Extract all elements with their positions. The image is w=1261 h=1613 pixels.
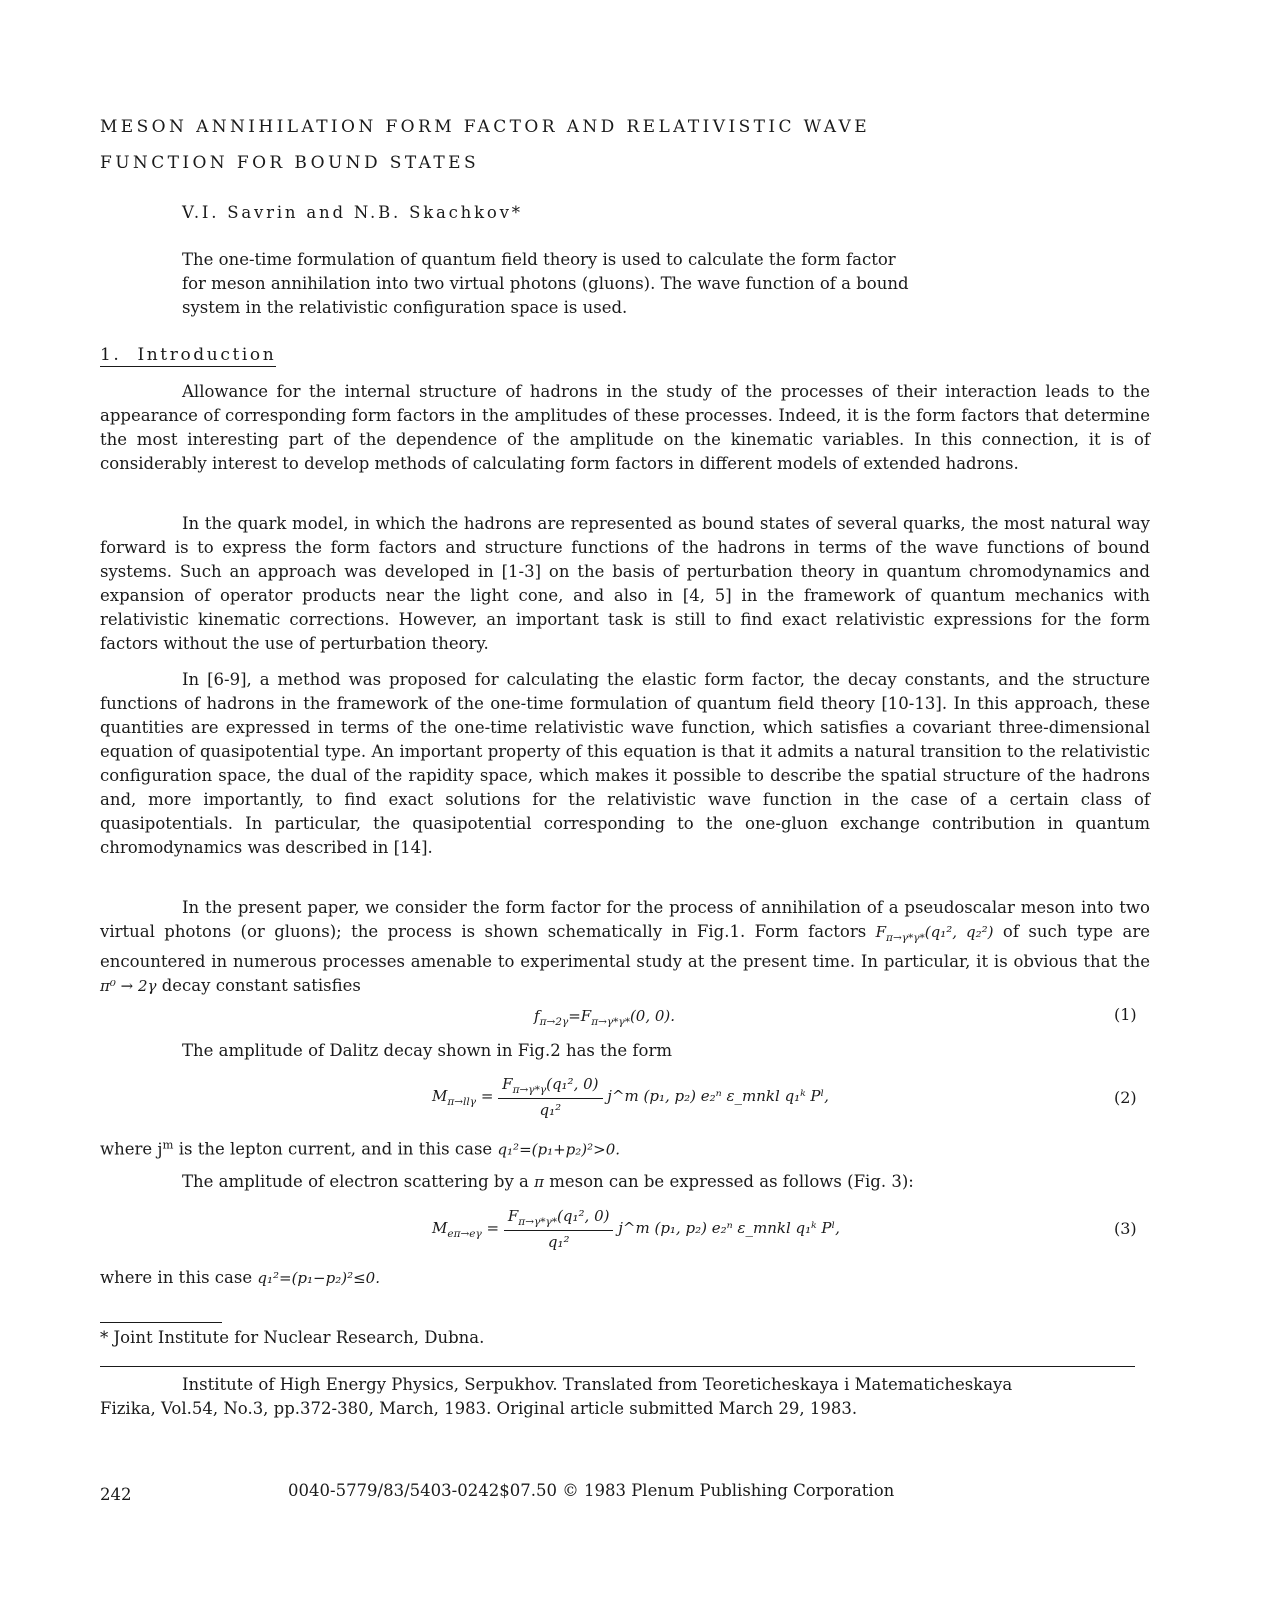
inline-pi0-decay: π⁰ → 2γ [100, 977, 157, 995]
dalitz-intro-line: The amplitude of Dalitz decay shown in Fig.2 has the form [182, 1041, 672, 1060]
lepton-current-line: where $j^m$ is the lepton current, and in this case q₁²=(p₁+p₂)²>0. [100, 1137, 621, 1159]
paper-title-line-1: MESON ANNIHILATION FORM FACTOR AND RELATIVISTIC WAVE [100, 117, 871, 137]
paper-title-line-2: FUNCTION FOR BOUND STATES [100, 153, 479, 173]
paragraph-text: In [6-9], a method was proposed for calculating the elastic form factor, the decay constants, and the structure functions of hadrons in the framework of the one-time formulation of quantum field theory [10-13]. In this approach, these quantities are expressed in terms of the one-time relativistic wave function, which satisfies a covariant three-dimensional equation of quasipotential type. An important property of this equation is that it admits a natural transition to the relativistic configuration space, the dual of the rapidity space, which makes it possible to describe the spatial structure of the hadrons and, more importantly, to find exact solutions for the relativistic wave function in the case of a certain class of quasipotentials. In particular, the quasipotential corresponding to the one-gluon exchange contribution in quantum chromodynamics was described in [14]. [100, 670, 1150, 857]
abstract-line: system in the relativistic configuration space is used. [182, 298, 628, 317]
footnote: * Joint Institute for Nuclear Research, Dubna. [100, 1328, 485, 1347]
footnote-rule [100, 1322, 222, 1323]
scattering-intro-line: The amplitude of electron scattering by a π meson can be expressed as follows (Fig. 3): [182, 1172, 914, 1191]
abstract-line: The one-time formulation of quantum field theory is used to calculate the form factor [182, 250, 896, 269]
section-number: 1. [100, 345, 122, 365]
section-heading [100, 345, 276, 365]
scattering-condition-line: where in this case q₁²=(p₁−p₂)²≤0. [100, 1268, 380, 1287]
paragraph-2 [100, 512, 1150, 656]
publication-info-rule [100, 1366, 1135, 1367]
equation-2: $M_{\pi\to ll\gamma}$ = $\frac{F_{\pi\to\gamma*\gamma}(q_1^2, 0)}{\text{q₁²}}$ j^m (p₁, p₂) e₂ⁿ ε_mnkl q₁ᵏ Pˡ, [432, 1075, 829, 1119]
page-number: 242 [100, 1485, 132, 1504]
copyright-line: 0040-5779/83/5403-0242$07.50 © 1983 Plenum Publishing Corporation [288, 1481, 895, 1500]
paragraph-text: of such type are encountered in numerous processes amenable to experimental study at the present time. In particular, it is obvious that the [100, 922, 1150, 971]
equation-3-fraction: $\frac{F_{\pi\to\gamma*\gamma*}(q_1^2, 0)}{\text{q₁²}}$ [504, 1207, 614, 1251]
section-title: Introduction [137, 345, 277, 365]
equation-3: $M_{e\pi\to e\gamma}$ = $\frac{F_{\pi\to\gamma*\gamma*}(q_1^2, 0)}{\text{q₁²}}$ j^m (p₁, p₂) e₂ⁿ ε_mnkl q₁ᵏ Pˡ, [432, 1207, 840, 1251]
paragraph-text: In the quark model, in which the hadrons are represented as bound states of several quarks, the most natural way forward is to express the form factors and structure functions of the hadrons in terms of the wave functions of bound systems. Such an approach was developed in [1-3] on the basis of perturbation theory in quantum chromodynamics and expansion of operator products near the light cone, and also in [4, 5] in the framework of quantum mechanics with relativistic kinematic corrections. However, an important task is still to find exact relativistic expressions for the form factors without the use of perturbation theory. [100, 514, 1150, 653]
publication-info-line: Fizika, Vol.54, No.3, pp.372-380, March, 1983. Original article submitted March 29, 1983. [100, 1399, 858, 1418]
publication-info [100, 1373, 1140, 1421]
equation-number-2: (2) [1114, 1088, 1137, 1107]
abstract-line: for meson annihilation into two virtual photons (gluons). The wave function of a bound [182, 274, 909, 293]
paragraph-text: decay constant satisfies [161, 976, 361, 995]
paragraph-text: Allowance for the internal structure of hadrons in the study of the processes of their interaction leads to the appearance of corresponding form factors in the amplitudes of these processes. Indeed, it is the form factors that determine the most interesting part of the dependence of the amplitude on the kinematic variables. In this connection, it is of considerably interest to develop methods of calculating form factors in different models of extended hadrons. [100, 382, 1150, 473]
publication-info-line: Institute of High Energy Physics, Serpukhov. Translated from Teoreticheskaya i Matematicheskaya [182, 1375, 1013, 1394]
paragraph-1 [100, 380, 1150, 476]
equation-number-3: (3) [1114, 1219, 1137, 1238]
inline-form-factor: $F_{\pi\to\gamma*\gamma*}(q_1^2$, q₂²) [875, 923, 994, 944]
paragraph-3 [100, 668, 1150, 860]
equation-number-1: (1) [1114, 1005, 1137, 1024]
equation-1: $f_{\pi\to 2\gamma}=F_{\pi\to\gamma*\gamma*}(0$, 0). [534, 1007, 676, 1028]
section-heading-underlined [100, 345, 276, 367]
paragraph-text: In the present paper, we consider the form factor for the process of annihilation of a pseudoscalar meson into two virtual photons (or gluons); the process is shown schematically in Fig.1. Form factors [100, 898, 1150, 941]
equation-2-fraction: $\frac{F_{\pi\to\gamma*\gamma}(q_1^2, 0)}{\text{q₁²}}$ [498, 1075, 602, 1119]
abstract [182, 248, 1012, 320]
paragraph-4 [100, 896, 1150, 998]
authors: V.I. Savrin and N.B. Skachkov* [182, 203, 523, 222]
